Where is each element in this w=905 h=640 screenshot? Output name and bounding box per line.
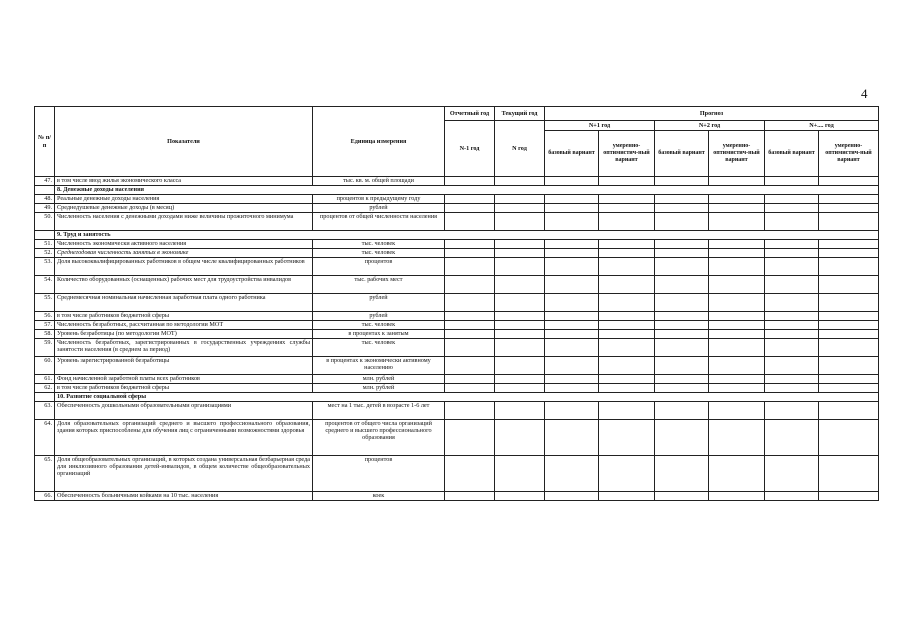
value-cell: [709, 294, 765, 312]
header-n-plus-2: N+2 год: [655, 121, 765, 131]
value-cell: [819, 312, 879, 321]
value-cell: [599, 375, 655, 384]
value-cell: [819, 492, 879, 501]
value-cell: [545, 240, 599, 249]
row-number: 62.: [35, 384, 55, 393]
value-cell: [655, 276, 709, 294]
value-cell: [495, 195, 545, 204]
indicator-name: Среднегодовая численность занятых в экономике: [55, 249, 313, 258]
page-number: 4: [861, 86, 868, 101]
value-cell: [765, 249, 819, 258]
value-cell: [709, 420, 765, 456]
value-cell: [819, 420, 879, 456]
value-cell: [545, 321, 599, 330]
value-cell: [545, 339, 599, 357]
value-cell: [599, 204, 655, 213]
value-cell: [545, 204, 599, 213]
value-cell: [495, 321, 545, 330]
indicator-name: Реальные денежные доходы населения: [55, 195, 313, 204]
value-cell: [495, 258, 545, 276]
indicator-name: Численность населения с денежными доходами ниже величины прожиточного минимума: [55, 213, 313, 231]
indicator-name: Фонд начисленной заработной платы всех работников: [55, 375, 313, 384]
value-cell: [445, 195, 495, 204]
section-title: 10. Развитие социальной сферы: [55, 393, 879, 402]
value-cell: [599, 330, 655, 339]
value-cell: [709, 402, 765, 420]
value-cell: [599, 384, 655, 393]
value-cell: [709, 213, 765, 231]
value-cell: [445, 213, 495, 231]
unit-of-measure: тыс. человек: [313, 240, 445, 249]
value-cell: [599, 492, 655, 501]
value-cell: [765, 339, 819, 357]
indicator-name: в том числе работников бюджетной сферы: [55, 312, 313, 321]
table-row: [35, 213, 879, 231]
unit-of-measure: тыс. человек: [313, 249, 445, 258]
header-current-year: Текущий год: [495, 107, 545, 121]
value-cell: [599, 276, 655, 294]
value-cell: [655, 312, 709, 321]
value-cell: [709, 456, 765, 492]
value-cell: [545, 492, 599, 501]
value-cell: [765, 177, 819, 186]
indicator-name: Среднемесячная номинальная начисленная заработная плата одного работника: [55, 294, 313, 312]
row-number: 65.: [35, 456, 55, 492]
indicator-name: Уровень зарегистрированной безработицы: [55, 357, 313, 375]
header-unit: Единица измерения: [313, 107, 445, 177]
row-number: 60.: [35, 357, 55, 375]
value-cell: [445, 330, 495, 339]
value-cell: [765, 492, 819, 501]
value-cell: [599, 258, 655, 276]
value-cell: [819, 456, 879, 492]
value-cell: [655, 330, 709, 339]
value-cell: [495, 330, 545, 339]
table-row: [35, 204, 879, 213]
indicator-name: в том числе работников бюджетной сферы: [55, 384, 313, 393]
value-cell: [819, 249, 879, 258]
value-cell: [765, 240, 819, 249]
table-row: [35, 294, 879, 312]
value-cell: [655, 375, 709, 384]
row-number: 49.: [35, 204, 55, 213]
value-cell: [819, 321, 879, 330]
value-cell: [599, 195, 655, 204]
value-cell: [819, 384, 879, 393]
value-cell: [599, 456, 655, 492]
indicator-name: Численность безработных, рассчитанная по методологии МОТ: [55, 321, 313, 330]
header-reported-year: Отчетный год: [445, 107, 495, 121]
value-cell: [445, 456, 495, 492]
row-number: 61.: [35, 375, 55, 384]
indicator-name: Уровень безработицы (по методологии МОТ): [55, 330, 313, 339]
value-cell: [765, 312, 819, 321]
value-cell: [765, 213, 819, 231]
value-cell: [819, 357, 879, 375]
unit-of-measure: рублей: [313, 312, 445, 321]
value-cell: [445, 276, 495, 294]
table-row: [35, 402, 879, 420]
row-number: 66.: [35, 492, 55, 501]
value-cell: [819, 213, 879, 231]
value-cell: [599, 321, 655, 330]
value-cell: [545, 402, 599, 420]
row-number: 63.: [35, 402, 55, 420]
header-n-plus-1: N+1 год: [545, 121, 655, 131]
value-cell: [495, 492, 545, 501]
indicator-name: Доля образовательных организаций среднего и высшего профессионального образования, здания которых приспособлены для обучения лиц с ограниченными возможностями здоровья: [55, 420, 313, 456]
value-cell: [765, 294, 819, 312]
value-cell: [495, 384, 545, 393]
value-cell: [655, 294, 709, 312]
unit-of-measure: тыс. человек: [313, 339, 445, 357]
value-cell: [445, 321, 495, 330]
value-cell: [599, 177, 655, 186]
indicator-name: Среднедушевые денежные доходы (в месяц): [55, 204, 313, 213]
header-n-minus-1: N-1 год: [445, 121, 495, 177]
header-moderate-2: умеренно-оптимистич-ный вариант: [709, 131, 765, 177]
header-base-3: базовый вариант: [765, 131, 819, 177]
value-cell: [445, 249, 495, 258]
value-cell: [655, 420, 709, 456]
value-cell: [599, 357, 655, 375]
row-number: 52.: [35, 249, 55, 258]
value-cell: [709, 249, 765, 258]
value-cell: [545, 330, 599, 339]
row-number: 55.: [35, 294, 55, 312]
value-cell: [495, 249, 545, 258]
value-cell: [599, 213, 655, 231]
value-cell: [709, 240, 765, 249]
value-cell: [495, 456, 545, 492]
value-cell: [765, 258, 819, 276]
table-row: [35, 240, 879, 249]
value-cell: [765, 276, 819, 294]
row-number: 54.: [35, 276, 55, 294]
value-cell: [819, 204, 879, 213]
value-cell: [655, 357, 709, 375]
value-cell: [655, 339, 709, 357]
value-cell: [545, 177, 599, 186]
value-cell: [655, 213, 709, 231]
value-cell: [445, 258, 495, 276]
section-num-cell: [35, 393, 55, 402]
table-row: [35, 312, 879, 321]
value-cell: [599, 294, 655, 312]
value-cell: [819, 375, 879, 384]
value-cell: [545, 384, 599, 393]
row-number: 58.: [35, 330, 55, 339]
value-cell: [765, 402, 819, 420]
value-cell: [545, 195, 599, 204]
value-cell: [819, 402, 879, 420]
value-cell: [445, 420, 495, 456]
value-cell: [545, 213, 599, 231]
value-cell: [495, 177, 545, 186]
value-cell: [819, 240, 879, 249]
row-number: 56.: [35, 312, 55, 321]
value-cell: [765, 420, 819, 456]
value-cell: [709, 339, 765, 357]
unit-of-measure: процентов к предыдущему году: [313, 195, 445, 204]
unit-of-measure: процентов от общей численности населения: [313, 213, 445, 231]
indicator-name: Численность безработных, зарегистрированных в государственных учреждениях службы занятости населения (в среднем за период): [55, 339, 313, 357]
table-row: [35, 249, 879, 258]
value-cell: [709, 177, 765, 186]
header-base-1: базовый вариант: [545, 131, 599, 177]
value-cell: [599, 249, 655, 258]
value-cell: [599, 339, 655, 357]
value-cell: [765, 456, 819, 492]
value-cell: [819, 258, 879, 276]
header-n-year: N год: [495, 121, 545, 177]
value-cell: [765, 204, 819, 213]
value-cell: [599, 312, 655, 321]
table-row: [35, 375, 879, 384]
value-cell: [445, 339, 495, 357]
indicator-name: Доля высококвалифицированных работников в общем числе квалифицированных работников: [55, 258, 313, 276]
value-cell: [445, 204, 495, 213]
value-cell: [709, 375, 765, 384]
indicator-name: Количество оборудованных (оснащенных) рабочих мест для трудоустройства инвалидов: [55, 276, 313, 294]
value-cell: [445, 375, 495, 384]
value-cell: [765, 384, 819, 393]
unit-of-measure: тыс. кв. м. общей площади: [313, 177, 445, 186]
value-cell: [599, 402, 655, 420]
unit-of-measure: тыс. рабочих мест: [313, 276, 445, 294]
value-cell: [709, 204, 765, 213]
unit-of-measure: процентов: [313, 456, 445, 492]
indicator-name: Обеспеченность дошкольными образовательными организациями: [55, 402, 313, 420]
value-cell: [445, 294, 495, 312]
value-cell: [545, 294, 599, 312]
table-row: [35, 276, 879, 294]
value-cell: [495, 204, 545, 213]
row-number: 53.: [35, 258, 55, 276]
section-num-cell: [35, 231, 55, 240]
section-row: [35, 186, 879, 195]
value-cell: [765, 330, 819, 339]
value-cell: [495, 240, 545, 249]
value-cell: [765, 195, 819, 204]
table-row: [35, 258, 879, 276]
value-cell: [495, 312, 545, 321]
indicator-name: в том числе ввод жилья экономического класса: [55, 177, 313, 186]
table-row: [35, 330, 879, 339]
header-forecast: Прогноз: [545, 107, 879, 121]
section-num-cell: [35, 186, 55, 195]
unit-of-measure: тыс. человек: [313, 321, 445, 330]
unit-of-measure: млн. рублей: [313, 384, 445, 393]
value-cell: [495, 294, 545, 312]
unit-of-measure: коек: [313, 492, 445, 501]
header-base-2: базовый вариант: [655, 131, 709, 177]
value-cell: [445, 492, 495, 501]
value-cell: [655, 177, 709, 186]
value-cell: [709, 195, 765, 204]
table-row: [35, 339, 879, 357]
value-cell: [599, 240, 655, 249]
value-cell: [819, 276, 879, 294]
row-number: 48.: [35, 195, 55, 204]
section-title: 9. Труд и занятость: [55, 231, 879, 240]
value-cell: [709, 312, 765, 321]
value-cell: [709, 384, 765, 393]
value-cell: [655, 249, 709, 258]
unit-of-measure: в процентах к занятым: [313, 330, 445, 339]
value-cell: [655, 195, 709, 204]
value-cell: [545, 456, 599, 492]
value-cell: [819, 177, 879, 186]
value-cell: [819, 294, 879, 312]
value-cell: [445, 240, 495, 249]
table-row: [35, 492, 879, 501]
value-cell: [545, 357, 599, 375]
value-cell: [655, 384, 709, 393]
value-cell: [445, 177, 495, 186]
table-row: [35, 195, 879, 204]
value-cell: [765, 357, 819, 375]
value-cell: [655, 402, 709, 420]
value-cell: [545, 258, 599, 276]
unit-of-measure: процентов: [313, 258, 445, 276]
table-body: [35, 177, 879, 501]
value-cell: [495, 357, 545, 375]
value-cell: [545, 375, 599, 384]
value-cell: [709, 357, 765, 375]
unit-of-measure: рублей: [313, 204, 445, 213]
section-row: [35, 231, 879, 240]
indicators-table: [34, 106, 879, 501]
value-cell: [765, 321, 819, 330]
unit-of-measure: рублей: [313, 294, 445, 312]
value-cell: [765, 375, 819, 384]
section-title: 8. Денежные доходы населения: [55, 186, 879, 195]
row-number: 50.: [35, 213, 55, 231]
unit-of-measure: в процентах к экономически активному населению: [313, 357, 445, 375]
value-cell: [495, 402, 545, 420]
indicator-name: Доля общеобразовательных организаций, в которых создана универсальная безбарьерная среда для инклюзивного образования детей-инвалидов, в общем количестве общеобразовательных организаций: [55, 456, 313, 492]
value-cell: [655, 456, 709, 492]
unit-of-measure: млн. рублей: [313, 375, 445, 384]
row-number: 57.: [35, 321, 55, 330]
value-cell: [495, 276, 545, 294]
row-number: 64.: [35, 420, 55, 456]
value-cell: [819, 339, 879, 357]
value-cell: [819, 330, 879, 339]
unit-of-measure: мест на 1 тыс. детей в возрасте 1-6 лет: [313, 402, 445, 420]
section-row: [35, 393, 879, 402]
value-cell: [655, 240, 709, 249]
value-cell: [445, 312, 495, 321]
value-cell: [545, 249, 599, 258]
value-cell: [709, 276, 765, 294]
unit-of-measure: процентов от общего числа организаций среднего и высшего профессионального образования: [313, 420, 445, 456]
value-cell: [819, 195, 879, 204]
header-indicator: Показатели: [55, 107, 313, 177]
value-cell: [655, 321, 709, 330]
table-row: [35, 357, 879, 375]
value-cell: [445, 384, 495, 393]
row-number: 59.: [35, 339, 55, 357]
table-row: [35, 420, 879, 456]
value-cell: [655, 204, 709, 213]
value-cell: [445, 357, 495, 375]
value-cell: [545, 276, 599, 294]
value-cell: [709, 492, 765, 501]
header-moderate-3: умеренно-оптимистич-ный вариант: [819, 131, 879, 177]
value-cell: [495, 375, 545, 384]
indicator-name: Численность экономически активного населения: [55, 240, 313, 249]
indicator-name: Обеспеченность больничными койками на 10 тыс. населения: [55, 492, 313, 501]
row-number: 51.: [35, 240, 55, 249]
value-cell: [445, 402, 495, 420]
header-n-plus-dots: N+.... год: [765, 121, 879, 131]
value-cell: [709, 321, 765, 330]
row-number: 47.: [35, 177, 55, 186]
value-cell: [709, 258, 765, 276]
header-num: № п/п: [35, 107, 55, 177]
value-cell: [495, 420, 545, 456]
table-row: [35, 384, 879, 393]
value-cell: [709, 330, 765, 339]
table-row: [35, 321, 879, 330]
value-cell: [655, 492, 709, 501]
value-cell: [599, 420, 655, 456]
value-cell: [495, 339, 545, 357]
value-cell: [545, 420, 599, 456]
table-row: [35, 456, 879, 492]
value-cell: [545, 312, 599, 321]
table-row: [35, 177, 879, 186]
value-cell: [655, 258, 709, 276]
value-cell: [495, 213, 545, 231]
header-moderate-1: умеренно-оптимистич-ный вариант: [599, 131, 655, 177]
